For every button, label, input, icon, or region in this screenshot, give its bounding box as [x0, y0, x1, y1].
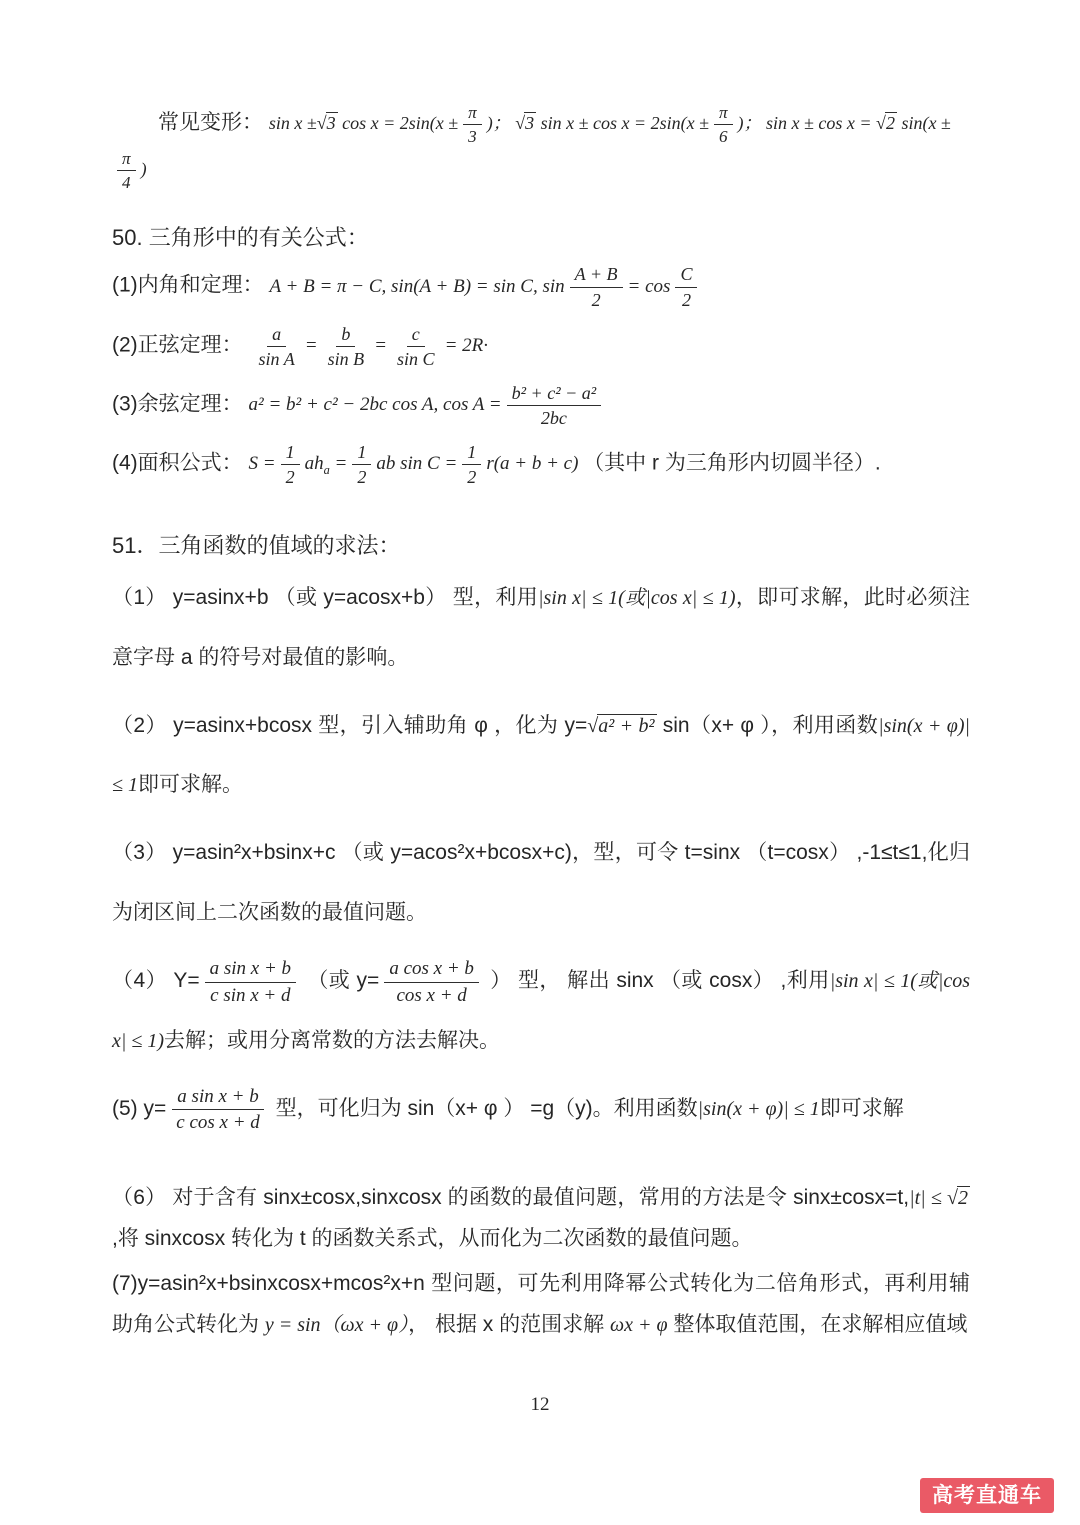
body-text: 即可求解 — [819, 1096, 904, 1120]
page-number: 12 — [530, 1394, 550, 1415]
radicand: 2 — [958, 1187, 969, 1210]
fraction — [462, 441, 481, 489]
inline-formula: |sin(x + φ)| ≤ 1 — [112, 714, 970, 797]
fraction-denominator: 3 — [468, 127, 477, 147]
fraction-denominator: 2 — [285, 467, 295, 488]
fraction — [205, 957, 296, 1008]
fraction-numerator: c — [407, 323, 425, 348]
formula-transform-2 — [515, 103, 766, 147]
inline-formula — [587, 714, 656, 737]
body-text: (7)y=asin²x+bsinxcosx+mcos²x+n 型问题，可先利用降幂公式转化为二倍角形式，再利用辅助角公式转化为 — [112, 1272, 970, 1337]
watermark-badge: 高考直通车 — [920, 1478, 1054, 1513]
fraction — [392, 323, 440, 371]
fraction-denominator: c cos x + d — [176, 1112, 260, 1134]
fraction-numerator: a sin x + b — [205, 957, 296, 983]
fraction — [714, 102, 733, 148]
fraction-denominator: 2 — [467, 467, 477, 488]
body-text: sin（x+ φ ），利用函数 — [662, 713, 879, 737]
body-text: ） 型， 解出 sinx （或 cosx） ,利用 — [490, 968, 830, 992]
law-of-sines-line — [112, 323, 970, 371]
fraction-denominator: sin C — [397, 349, 435, 370]
sqrt-radical — [876, 112, 897, 133]
fraction-numerator: 1 — [281, 441, 300, 466]
formula-law-of-cosines — [248, 382, 607, 429]
item-label: (4)面积公式： — [112, 451, 243, 475]
inline-formula — [909, 1186, 970, 1209]
fraction-numerator: π — [714, 102, 733, 125]
fraction-denominator: 2 — [357, 467, 367, 488]
inline-formula — [166, 1085, 270, 1134]
math-text: sin x ± cos x = 2sin(x ± — [540, 112, 709, 133]
sqrt-radical — [947, 1186, 970, 1209]
math-text: sin(x ± — [901, 112, 951, 133]
math-text: ah — [304, 453, 324, 475]
math-text: = — [374, 334, 387, 356]
fraction — [117, 148, 136, 194]
formula-law-of-sines — [249, 323, 489, 370]
fraction-numerator: π — [463, 102, 482, 125]
body-text: ，即可求解，此时必须注意字母 a 的符号对最值的影响。 — [112, 585, 970, 669]
common-transform-line — [112, 102, 970, 193]
range-method-7 — [112, 1264, 970, 1346]
body-text: （或 y= — [307, 968, 380, 992]
fraction — [352, 441, 371, 489]
fraction-denominator: cos x + d — [396, 984, 467, 1006]
body-text: （6） 对于含有 sinx±cosx,sinxcosx 的函数的最值问题，常用的方法是令 sinx±cosx=t, — [112, 1186, 910, 1210]
inline-formula: |sin x| ≤ 1(或|cos x| ≤ 1) — [112, 969, 970, 1052]
body-text: 即可求解。 — [137, 773, 243, 797]
body-text: 去解；或用分离常数的方法去解决。 — [164, 1028, 501, 1052]
range-method-6 — [112, 1178, 970, 1260]
inline-formula: |sin(x + φ)| ≤ 1 — [697, 1097, 820, 1120]
math-text: sin x ± cos x = — [766, 112, 872, 133]
fraction-denominator: 4 — [122, 173, 131, 193]
interior-angle-theorem-line — [112, 263, 970, 311]
fraction-denominator: c sin x + d — [210, 984, 291, 1006]
fraction-numerator: 1 — [352, 441, 371, 466]
area-formula-line — [112, 441, 970, 489]
fraction — [254, 323, 300, 371]
body-text: （4） Y= — [112, 968, 200, 992]
fraction-denominator: 2 — [681, 289, 691, 310]
fraction — [384, 957, 479, 1008]
page-content — [112, 102, 970, 1346]
fraction — [171, 1085, 265, 1136]
math-text: ab sin C = — [376, 453, 458, 475]
fraction-numerator: a — [267, 323, 286, 348]
incircle-note: （其中 r 为三角形内切圆半径）. — [583, 451, 881, 475]
fraction-numerator: b² + c² − a² — [507, 382, 602, 407]
radicand: 3 — [326, 112, 336, 133]
inline-formula — [200, 958, 301, 1006]
fraction — [675, 263, 697, 311]
range-method-1 — [112, 568, 970, 688]
item-label: (1)内角和定理： — [112, 273, 264, 297]
formula-interior-angle — [269, 264, 703, 310]
fraction-denominator: sin B — [327, 349, 365, 370]
math-text: = — [304, 334, 318, 356]
sqrt-radical — [587, 714, 656, 737]
range-method-4 — [112, 951, 970, 1071]
range-method-5 — [112, 1079, 970, 1139]
body-text: （1） y=asinx+b （或 y=acosx+b） 型，利用 — [112, 585, 539, 609]
fraction — [507, 382, 602, 430]
body-text: 整体取值范围，在求解相应值域 — [673, 1313, 968, 1337]
radicand: 2 — [885, 112, 895, 133]
item-label: (3)余弦定理： — [112, 392, 243, 416]
fraction — [463, 102, 482, 148]
fraction-numerator: A + B — [570, 263, 623, 288]
math-text: )； — [486, 112, 511, 133]
math-text: sin x ± — [268, 112, 317, 133]
math-text: A + B = π − C, sin(A + B) = sin C, sin — [269, 275, 565, 297]
math-text: r(a + b + c) — [486, 453, 579, 475]
body-text: ,将 sinxcosx 转化为 t 的函数关系式，从而化为二次函数的最值问题。 — [112, 1227, 753, 1251]
body-text: (5) y= — [112, 1096, 167, 1120]
radicand: 3 — [525, 112, 535, 133]
fraction-numerator: b — [336, 323, 355, 348]
math-text: a² = b² + c² − 2bc cos A, cos A = — [248, 394, 502, 416]
math-text: |t| ≤ — [909, 1187, 942, 1210]
fraction — [570, 263, 623, 311]
sqrt-radical — [317, 112, 338, 133]
math-text: S = — [248, 453, 276, 475]
fraction-numerator: C — [675, 263, 697, 288]
inline-formula — [379, 958, 484, 1006]
math-text: )； — [737, 112, 762, 133]
subscript: a — [323, 462, 330, 477]
body-text: （3） y=asin²x+bsinx+c （或 y=acos²x+bcosx+c)，型，可令 t=sinx （t=cosx） ,-1≤t≤1,化归为闭区间上二次函数的最值问题。 — [112, 841, 970, 925]
body-text: ， 根据 x 的范围求解 — [408, 1313, 605, 1337]
math-text: cos x = 2sin(x ± — [342, 112, 459, 133]
range-method-3 — [112, 823, 970, 943]
radical-sign-icon: √ — [515, 112, 525, 133]
fraction-denominator: 6 — [718, 127, 728, 147]
fraction-numerator: π — [117, 148, 136, 171]
math-text: ) — [140, 158, 147, 179]
math-text: = cos — [627, 275, 671, 297]
law-of-cosines-line — [112, 382, 970, 430]
fraction-denominator: 2 — [591, 289, 601, 310]
transform-label: 常见变形： — [158, 110, 263, 134]
range-method-2 — [112, 696, 970, 816]
formula-area — [248, 441, 584, 488]
fraction — [323, 323, 370, 371]
math-text: = 2R· — [444, 334, 489, 356]
inline-formula: ωx + φ — [609, 1314, 668, 1337]
radical-sign-icon: √ — [316, 112, 326, 133]
section-50-title: 50. 三角形中的有关公式： — [112, 225, 369, 251]
inline-formula: |sin x| ≤ 1(或|cos x| ≤ 1) — [538, 586, 736, 609]
math-text: = — [334, 453, 348, 475]
fraction-denominator: sin A — [258, 349, 295, 370]
sqrt-radical — [515, 112, 536, 133]
formula-transform-1 — [268, 103, 515, 147]
radicand: a² + b² — [598, 714, 655, 737]
fraction — [281, 441, 300, 489]
fraction-denominator: 2bc — [540, 408, 567, 429]
body-text: 型，可化归为 sin（x+ φ ） =g（y)。利用函数 — [275, 1096, 698, 1120]
section-51-title: 51．三角函数的值域的求法： — [112, 532, 401, 558]
radical-sign-icon: √ — [587, 714, 598, 737]
body-text: （2） y=asinx+bcosx 型，引入辅助角 φ ，化为 y= — [112, 713, 588, 737]
item-label: (2)正弦定理： — [112, 332, 243, 356]
inline-formula: y = sin（ωx + φ） — [264, 1314, 409, 1337]
radical-sign-icon: √ — [876, 112, 885, 133]
fraction-numerator: a sin x + b — [172, 1085, 263, 1111]
fraction-numerator: 1 — [462, 441, 481, 466]
radical-sign-icon: √ — [947, 1187, 958, 1210]
fraction-numerator: a cos x + b — [384, 957, 479, 983]
